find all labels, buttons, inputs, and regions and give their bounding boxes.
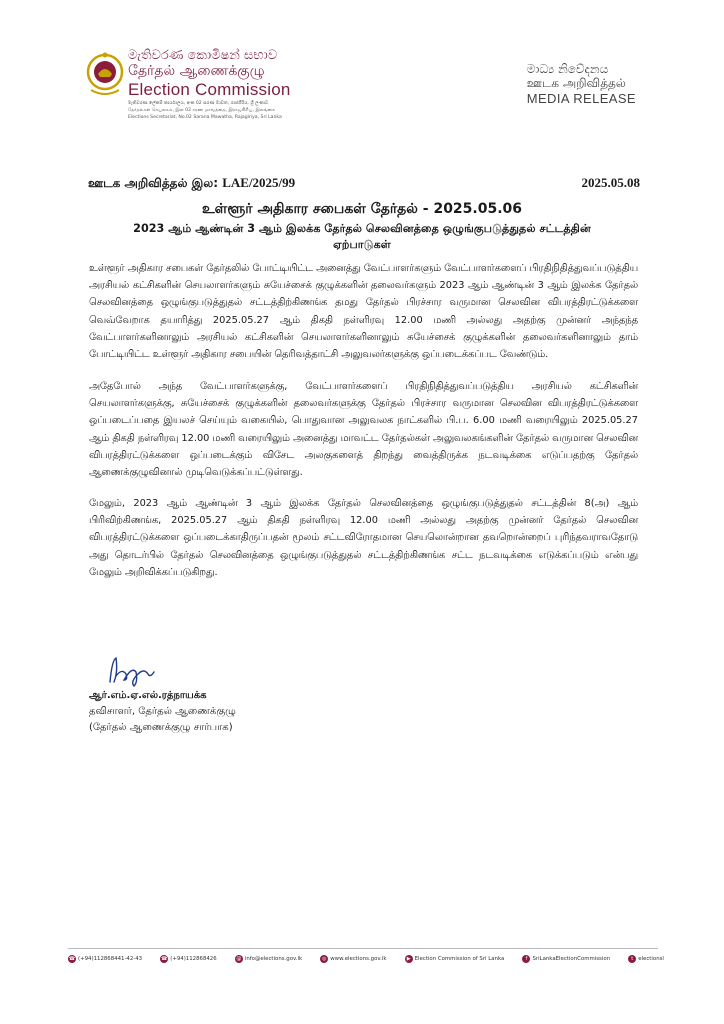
signatory-block — [89, 688, 236, 736]
org-name-sinhala: මැතිවරණ කොමිෂන් සභාව — [128, 48, 278, 63]
document-title: உள்ளூர் அதிகார சபைகள் தேர்தல் - 2025.05.06 — [201, 201, 523, 217]
footer-divider — [68, 948, 658, 949]
paragraph-2: அதேபோல் அந்த வேட்பாளர்களுக்கு, வேட்பாளர்களைப் பிரதிநிதித்துவப்படுத்திய அரசியல் கட்சிகளின் செயலாளர்களுக்கு, சுயேச்சைக் குழுக்களின் தலைவர்களுக்கு தேர்தல் பிரச்சார வருமான செலவின விபரத்திரட்டுக்களை ஒப்படைப்பதை இயலச் செய்யும் வகையில், பொதுவான அலுவலக நாட்களில் பி.ப. 6.00 மணி வரையிலும் 2025.05.27 ஆம் திகதி நள்ளிரவு 12.00 மணி வரையிலும் அனைத்து மாவட்ட தேர்தல்கள் அலுவலகங்களின் தேர்தல் வருமான செலவின விபரத்திரட்டுக்களை ஒப்படைக்கும் விசேட அலகுகளைத் திறந்து வைத்திருக்க நடவடிக்கை எடுப்பதற்கு தேர்தல் ஆணைக்குழுவினால் முடிவெடுக்கப்பட்டுள்ளது. — [89, 381, 638, 479]
org-name-english: Election Commission — [128, 80, 291, 99]
document-subtitle: 2023 ஆம் ஆண்டின் 3 ஆம் இலக்க தேர்தல் செலவினத்தை ஒழுங்குபடுத்துதல் சட்டத்தின் ஏற்பாடுகள் — [133, 222, 591, 251]
phone-text: (+94)112868441-42-43 — [78, 956, 143, 962]
signatory-name: ஆர்.எம்.ஏ.எல்.ரத்நாயக்க — [89, 690, 207, 701]
org-header — [128, 48, 328, 121]
email-icon: @ — [236, 956, 242, 962]
phone-icon: ☎ — [68, 956, 76, 962]
footer-phone — [68, 955, 142, 963]
media-label-sinhala: මාධ්‍ය නිවේදනය — [526, 62, 609, 76]
fax-text: (+94)112868426 — [170, 956, 217, 962]
fax-icon: ☎ — [161, 956, 168, 962]
website-text: www.elections.gov.lk — [330, 956, 387, 962]
release-date: 2025.05.08 — [581, 175, 640, 190]
media-label-tamil: ஊடக அறிவித்தல் — [526, 76, 626, 90]
media-label-english: MEDIA RELEASE — [526, 91, 636, 106]
footer-website[interactable] — [320, 955, 386, 963]
facebook-icon: f — [522, 955, 530, 963]
sri-lanka-emblem-icon — [86, 50, 124, 100]
address-tamil: தேர்தல்கள் செயலகம், இல 02 சரண மாவத்தை, இராஜகிரிய, இலங்கை — [128, 108, 276, 113]
reference-number: LAE/2025/99 — [222, 175, 296, 190]
address-english: Elections Secretariat, No.02 Sarana Mawatha, Rajagiriya, Sri Lanka — [128, 115, 282, 120]
contact-footer — [68, 955, 664, 963]
web-icon: ◎ — [322, 956, 327, 962]
signatory-on-behalf: (தேர்தல் ஆணைக்குழு சார்பாக) — [89, 722, 233, 733]
footer-email[interactable] — [235, 955, 302, 963]
signatory-title: தவிசாளர், தேர்தல் ஆணைக்குழு — [89, 706, 236, 717]
footer-youtube[interactable] — [405, 955, 505, 963]
paragraph-3: மேலும், 2023 ஆம் ஆண்டின் 3 ஆம் இலக்க தேர்தல் செலவினத்தை ஒழுங்குபடுத்துதல் சட்டத்தின் 8(அ) ஆம் பிரிவிற்கிணங்க, 2025.05.27 ஆம் திகதி நள்ளிரவு 12.00 மணி அல்லது அதற்கு முன்னர் தேர்தல் செலவின விபரத்திரட்டுக்களை ஒப்படைக்காதிருப்பதன் மூலம் சட்டவிரோதமான செயலொன்றான தவறொன்றைப் புரிந்தவராவதோடு அது தொடர்பில் தேர்தல் செலவினத்தை ஒழுங்குபடுத்துதல் சட்டத்திற்கிணங்க சட்ட நடவடிக்கை எடுக்கப்படும் என்பது மேலும் அறிவிக்கப்படுகிறது. — [89, 498, 638, 578]
paragraph-1: உள்ளூர் அதிகார சபைகள் தேர்தலில் போட்டியிட்ட அனைத்து வேட்பாளர்களும் வேட்பாளர்களைப் பிரதிநிதித்துவப்படுத்திய அரசியல் கட்சிகளின் செயலாளர்களும் சுயேச்சைக் குழுக்களின் தலைவர்களும் 2023 ஆம் ஆண்டின் 3 ஆம் இலக்க தேர்தல் செலவினத்தை ஒழுங்குபடுத்துதல் சட்டத்திற்கிணங்க தமது தேர்தல் பிரச்சார வருமான செலவின விபரத்திரட்டுக்களை வெவ்வேறாக தயாரித்து 2025.05.27 ஆம் திகதி நள்ளிரவு 12.00 மணி அல்லது அதற்கு முன்னர் அந்தந்த வேட்பாளர்களினாலும் அரசியல் கட்சிகளின் செயலாளர்களினாலும் சுயேச்சைக் குழுக்களின் தலைவர்களினாலும் தாம் போட்டியிட்ட உள்ளூர் அதிகார சபையின் தெரிவத்தாட்சி அலுவலர்களுக்கு ஒப்படைக்கப்பட வேண்டும். — [89, 263, 638, 361]
org-name-tamil: தேர்தல் ஆணைக்குழு — [128, 63, 265, 79]
facebook-text: SriLankaElectionCommission — [532, 956, 611, 962]
youtube-icon: ▶ — [405, 955, 413, 963]
address-sinhala: මැතිවරණ ලේකම් කාර්යාලය, අංක 02 සරණ මාවත, රාජගිරිය, ශ්‍රී ලංකාව — [128, 101, 269, 106]
twitter-text: electionsl — [638, 956, 664, 962]
reference-label: ஊடக அறிவித்தல் இல: — [88, 176, 219, 190]
footer-twitter[interactable] — [628, 955, 664, 963]
twitter-icon: t — [628, 955, 636, 963]
footer-fax — [160, 955, 216, 963]
handwritten-signature — [104, 652, 174, 688]
media-release-header — [527, 62, 636, 107]
reference-line — [88, 175, 295, 192]
footer-facebook[interactable] — [522, 955, 610, 963]
email-text: info@elections.gov.lk — [244, 956, 303, 962]
youtube-text: Election Commission of Sri Lanka — [414, 956, 505, 962]
